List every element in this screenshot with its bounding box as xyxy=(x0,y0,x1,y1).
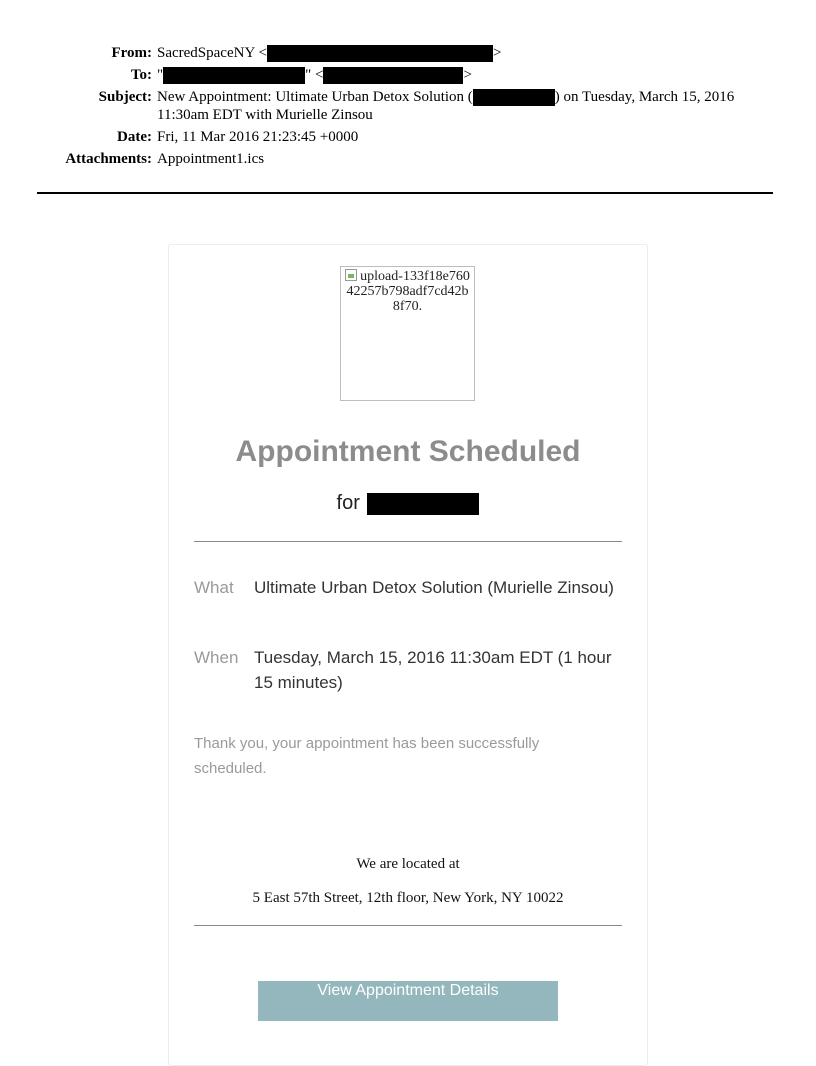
subject-value xyxy=(157,88,777,124)
what-value: Ultimate Urban Detox Solution (Murielle Zinsou) xyxy=(254,578,614,597)
view-appointment-details-button[interactable]: View Appointment Details xyxy=(258,981,558,1021)
page-title: Appointment Scheduled xyxy=(235,435,581,468)
attachments-row xyxy=(0,150,816,168)
to-label: To: xyxy=(130,67,152,84)
what-label: What xyxy=(194,578,234,597)
to-row xyxy=(0,66,816,84)
from-name: SacredSpaceNY xyxy=(157,45,255,61)
to-value: " " < > xyxy=(157,67,472,84)
attachments-label: Attachments: xyxy=(65,151,152,168)
title-divider xyxy=(194,541,622,542)
subject-label: Subject: xyxy=(98,89,152,106)
from-label: From: xyxy=(111,45,152,61)
address-divider xyxy=(194,925,622,926)
for-line xyxy=(169,492,647,515)
redacted-to-address xyxy=(323,67,463,84)
attachment-link[interactable]: Appointment1.ics xyxy=(157,151,265,168)
date-row xyxy=(0,128,816,146)
redacted-subject-client xyxy=(473,89,555,106)
logo-alt-text: upload-133f18e76042257b798adf7cd42b8f70. xyxy=(346,269,470,314)
header-divider xyxy=(37,192,773,194)
when-row xyxy=(194,645,622,695)
date-value: Fri, 11 Mar 2016 21:23:45 +0000 xyxy=(157,129,359,146)
location-label: We are located at xyxy=(356,856,460,872)
confirmation-message: Thank you, your appointment has been successfully scheduled. xyxy=(194,735,540,777)
broken-image-icon xyxy=(345,269,357,281)
from-value: SacredSpaceNY < > xyxy=(157,45,502,61)
subject-row xyxy=(0,88,816,124)
when-value: Tuesday, March 15, 2016 11:30am EDT (1 hour 15 minutes) xyxy=(254,648,612,692)
when-label: When xyxy=(194,648,239,667)
date-label: Date: xyxy=(117,129,152,146)
location-address: 5 East 57th Street, 12th floor, New York, NY 10022 xyxy=(252,890,564,906)
subject-prefix: New Appointment: Ultimate Urban Detox Solution ( xyxy=(157,89,473,106)
email-header xyxy=(0,44,816,172)
subject-suffix: ) on Tuesday, March 15, 2016 11:30am EDT with Murielle Zinsou xyxy=(157,89,735,124)
redacted-client-name xyxy=(367,493,479,515)
broken-logo-image xyxy=(340,266,475,401)
redacted-to-name xyxy=(163,67,305,84)
redacted-from-address xyxy=(267,45,493,62)
to-quote-open: " xyxy=(157,67,164,84)
for-label: for xyxy=(336,492,360,514)
from-row xyxy=(0,44,816,62)
appointment-card xyxy=(168,244,648,1066)
what-row xyxy=(194,575,622,600)
